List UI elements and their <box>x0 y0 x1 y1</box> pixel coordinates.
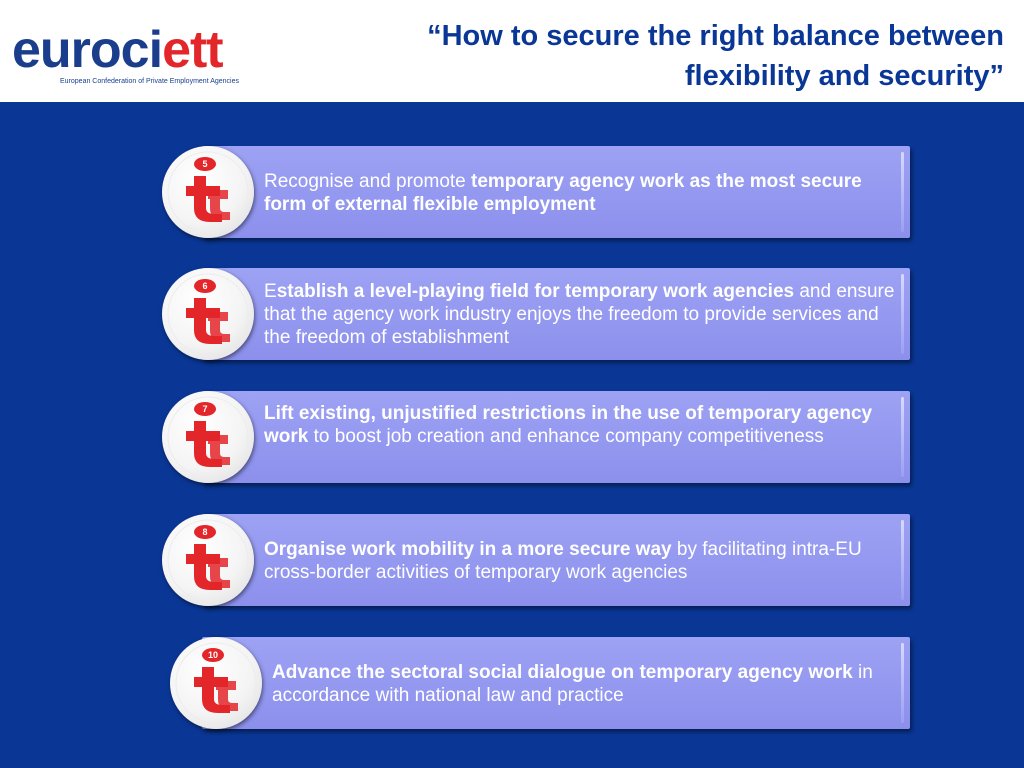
list-item-5 <box>162 146 914 242</box>
item-bar <box>202 391 910 483</box>
item-text-segment: temporary agency work as the most secure form of external flexible employment <box>264 171 862 215</box>
eurociett-logo <box>12 10 262 90</box>
item-text <box>264 280 904 349</box>
slide-title <box>284 16 1004 96</box>
logo-word-part1: euroci <box>12 21 163 79</box>
item-text <box>272 661 912 707</box>
item-number: 8 <box>202 527 208 537</box>
item-number: 10 <box>207 650 219 660</box>
item-text-segment: Recognise and promote <box>264 171 472 192</box>
list-item-7 <box>162 391 914 487</box>
item-number: 5 <box>202 159 208 169</box>
logo-wordmark <box>12 21 223 79</box>
item-text-segment: Advance the sectoral social dialogue on temporary agency work <box>272 662 853 683</box>
item-text <box>264 170 904 216</box>
item-number: 6 <box>202 281 208 291</box>
item-text-segment: and ensure that the agency work industry enjoys the freedom to provide services and the freedom of establishment <box>264 281 895 348</box>
list-item-6 <box>162 268 914 364</box>
header <box>0 0 1024 102</box>
item-bar <box>202 514 910 606</box>
logo-word-part3: tt <box>189 21 223 79</box>
it-logo-icon <box>170 637 262 729</box>
list-item-8 <box>162 514 914 610</box>
item-bar <box>202 637 910 729</box>
title-line-2: flexibility and security” <box>684 60 1004 92</box>
item-text-segment: in accordance with national law and practice <box>272 662 873 706</box>
item-text-segment: stablish a level-playing field for temporary work agencies <box>276 281 795 302</box>
item-bar <box>202 268 910 360</box>
item-number: 7 <box>202 404 208 414</box>
item-text <box>264 538 904 584</box>
item-text-segment: by facilitating intra-EU cross-border activities of temporary work agencies <box>264 539 862 583</box>
it-logo-icon <box>162 268 254 360</box>
logo-tagline: European Confederation of Private Employment Agencies <box>60 78 239 85</box>
list-item-10 <box>162 637 914 733</box>
item-text-segment: to boost job creation and enhance company competitiveness <box>308 426 824 447</box>
logo-word-part2: e <box>162 21 190 79</box>
item-bar <box>202 146 910 238</box>
item-text-segment: Organise work mobility in a more secure way <box>264 539 672 560</box>
it-logo-icon <box>162 146 254 238</box>
it-logo-icon <box>162 514 254 606</box>
item-text-segment: Lift existing, unjustified restrictions in the use of temporary agency work <box>264 403 873 447</box>
it-logo-icon <box>162 391 254 483</box>
item-text-segment: E <box>264 281 277 302</box>
item-text <box>264 402 904 448</box>
title-line-1: “How to secure the right balance between <box>427 20 1004 52</box>
